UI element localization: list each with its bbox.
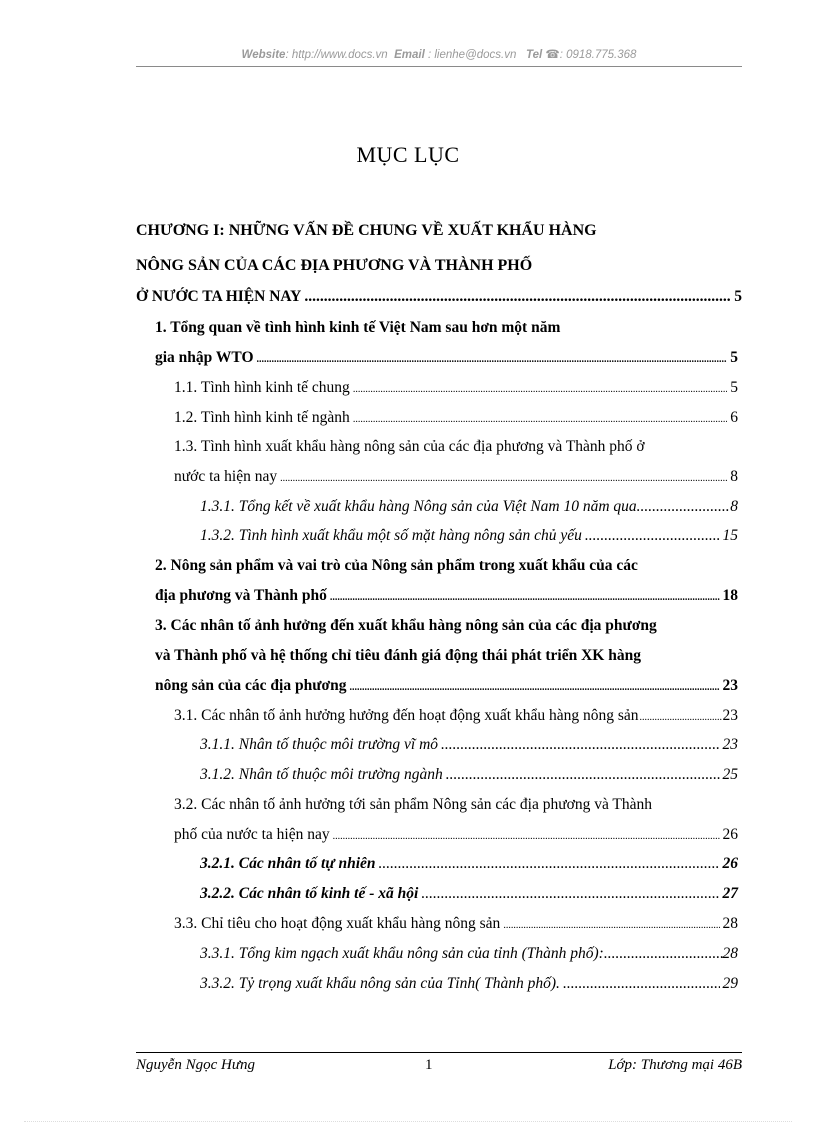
page-title: MỤC LỤC [356, 142, 460, 167]
toc-s3-3-1-entry[interactable] [200, 944, 738, 964]
toc-page: 25 [722, 766, 738, 783]
toc-s3-3-1-label: 3.3.1. Tổng kim ngạch xuất khẩu nông sản của tỉnh (Thành phố): [200, 945, 604, 962]
toc-s1-3-1-entry[interactable] [200, 497, 738, 517]
toc-page: 23 [722, 677, 738, 694]
tel-label: Tel [525, 49, 543, 61]
toc-page: 28 [722, 915, 738, 932]
toc-page: 5 [730, 379, 738, 396]
toc-s3-1-1-label: 3.1.1. Nhân tố thuộc môi trường vĩ mô [200, 736, 439, 753]
page-header [136, 47, 742, 61]
toc-s3-line3: nông sản của các địa phương [155, 677, 347, 694]
toc-page: 26 [722, 826, 738, 843]
toc-s3-2-entry[interactable] [174, 825, 738, 847]
toc-s3-3-entry[interactable] [174, 914, 738, 936]
toc-s3-3-2-entry[interactable] [200, 974, 738, 994]
header-rule [136, 66, 742, 67]
toc-s3-entry[interactable] [155, 676, 738, 698]
toc-s3-1-1-entry[interactable] [200, 735, 738, 755]
toc-s1-3-1-label: 1.3.1. Tổng kết về xuất khẩu hàng Nông sản của Việt Nam 10 năm qua [200, 498, 637, 515]
website-label: Website [241, 49, 286, 61]
toc-s3-1-entry[interactable] [174, 706, 738, 728]
toc-s1-3-line2: nước ta hiện nay [174, 468, 278, 485]
toc-s1-3-2-label: 1.3.2. Tình hình xuất khẩu một số mặt hàng nông sản chủ yếu [200, 527, 582, 544]
toc-s3-3-label: 3.3. Chỉ tiêu cho hoạt động xuất khẩu hàng nông sản [174, 915, 501, 932]
toc-s3-3-2-label: 3.3.2. Tỷ trọng xuất khẩu nông sản của Tỉnh( Thành phố). [200, 975, 560, 992]
toc-s2-entry[interactable] [155, 586, 738, 608]
toc-s1-1-entry[interactable] [174, 378, 738, 400]
toc-s3-2-2-entry[interactable] [200, 884, 738, 904]
toc-page: 15 [722, 527, 738, 544]
toc-page: 5 [730, 349, 738, 366]
toc-chapter1-line3: Ở NƯỚC TA HIỆN NAY [136, 288, 302, 305]
email-label: Email [394, 49, 425, 61]
toc-s3-1-2-label: 3.1.2. Nhân tố thuộc môi trường ngành [200, 766, 443, 783]
toc-page: 23 [722, 736, 738, 753]
toc-s1-3-entry[interactable] [174, 467, 738, 489]
toc-s3-1-label: 3.1. Các nhân tố ảnh hưởng hưởng đến hoạt động xuất khẩu hàng nông sản [174, 707, 639, 724]
toc-s1-line1: 1. Tổng quan về tình hình kinh tế Việt Nam sau hơn một năm [155, 319, 561, 336]
toc-page: 28 [722, 945, 738, 962]
toc-chapter1-entry[interactable] [136, 287, 742, 307]
toc-s3-2-1-label: 3.2.1. Các nhân tố tự nhiên [200, 855, 376, 872]
toc-s2-line2: địa phương và Thành phố [155, 587, 327, 604]
toc-page: 26 [722, 855, 738, 872]
toc-s3-2-2-label: 3.2.2. Các nhân tố kinh tế - xã hội [200, 885, 419, 902]
toc-s1-3-line1: 1.3. Tình hình xuất khẩu hàng nông sản của các địa phương và Thành phố ở [174, 438, 645, 455]
toc-page: 6 [730, 409, 738, 426]
toc-s3-2-line1: 3.2. Các nhân tố ảnh hưởng tới sản phẩm Nông sản các địa phương và Thành [174, 796, 653, 813]
toc-s1-2-entry[interactable] [174, 408, 738, 430]
toc-page: 23 [722, 707, 738, 724]
tel-value: : 0918.775.368 [559, 49, 637, 61]
footer-rule [136, 1052, 742, 1053]
toc-s3-2-1-entry[interactable] [200, 854, 738, 874]
toc-page: 29 [722, 975, 738, 992]
toc-s3-2-line2: phố của nước ta hiện nay [174, 826, 330, 843]
page-bottom-border [24, 1121, 792, 1122]
footer-page-number: 1 [425, 1057, 433, 1073]
email-value: : lienhe@docs.vn [427, 49, 517, 61]
toc-s1-entry[interactable] [155, 348, 738, 370]
phone-icon: ☎ [545, 49, 560, 61]
toc-chapter1-line1: CHƯƠNG I: NHỮNG VẤN ĐỀ CHUNG VỀ XUẤT KHẨU HÀNG [136, 222, 597, 239]
toc-page: 18 [722, 587, 738, 604]
toc-chapter1-line2: NÔNG SẢN CỦA CÁC ĐỊA PHƯƠNG VÀ THÀNH PHỐ [136, 257, 533, 274]
toc-page: 27 [722, 885, 738, 902]
toc-s1-1-label: 1.1. Tình hình kinh tế chung [174, 379, 350, 396]
toc-page: 5 [734, 288, 742, 305]
footer-class: Lớp: Thương mại 46B [608, 1057, 742, 1073]
toc-s2-line1: 2. Nông sản phẩm và vai trò của Nông sản phẩm trong xuất khẩu của các [155, 557, 638, 574]
toc-s3-1-2-entry[interactable] [200, 765, 738, 785]
toc-s1-3-2-entry[interactable] [200, 526, 738, 546]
toc-s3-line2: và Thành phố và hệ thống chỉ tiêu đánh giá động thái phát triển XK hàng [155, 647, 641, 664]
toc-page: 8 [730, 468, 738, 485]
footer-author: Nguyễn Ngọc Hưng [136, 1057, 255, 1073]
toc-s1-2-label: 1.2. Tình hình kinh tế ngành [174, 409, 350, 426]
website-value: : http://www.docs.vn [285, 49, 388, 61]
toc-page: 8 [730, 498, 738, 515]
toc-s1-line2: gia nhập WTO [155, 349, 254, 366]
toc-s3-line1: 3. Các nhân tố ảnh hưởng đến xuất khẩu hàng nông sản của các địa phương [155, 617, 657, 634]
